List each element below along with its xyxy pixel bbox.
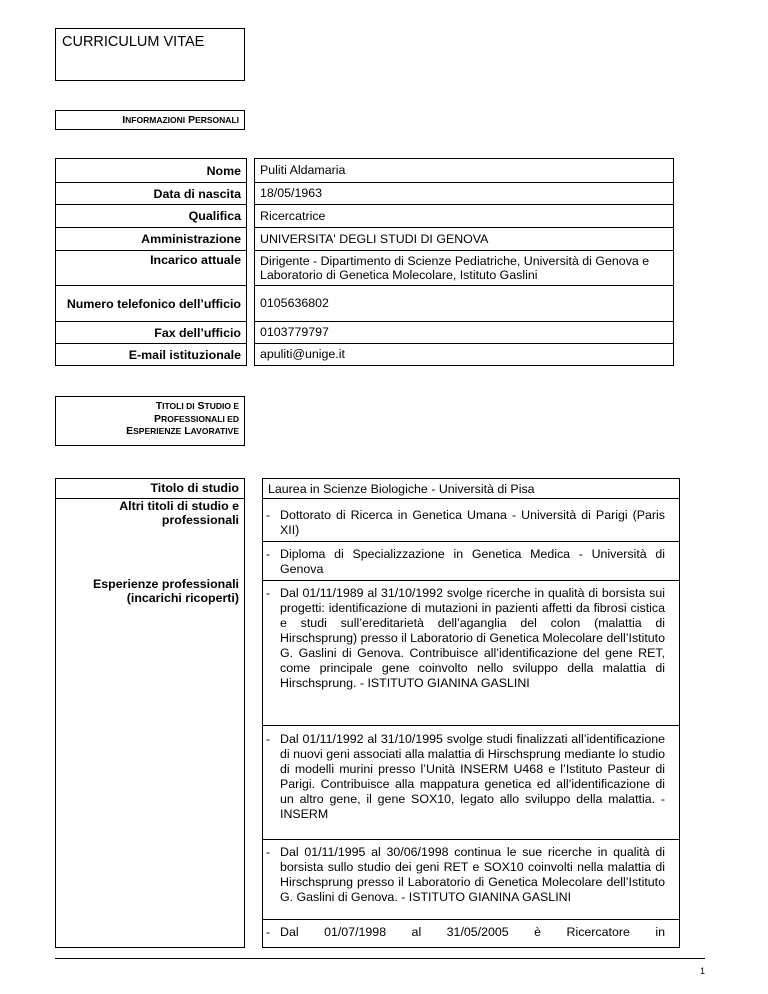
personal-info-table: [55, 158, 674, 366]
esperienze-label: Esperienze professionali (incarichi ricoperti): [93, 577, 239, 605]
field-value: apuliti@unige.it: [255, 344, 674, 366]
section-header-education: TITOLI DI STUDIO E PROFESSIONALI ED ESPERIENZE LAVORATIVE: [55, 396, 245, 446]
table-row: [56, 159, 674, 183]
field-value: 0103779797: [255, 322, 674, 344]
value-column: Laurea in Scienze Biologiche - Università di Pisa - Dottorato di Ricerca in Genetica Umana - Università di Parigi (Paris XII) - Diploma di Specializzazione in Genetica Medica - Università di Genova - Dal 01/11/1989 al 31/10/1992 svolge ricerche in qualità di borsista sui progetti: identificazione di mutazioni in pazienti affetti da fibrosi cistica e studi sull’ereditarietà dell’agangliа del colon (malattia di Hirschsprung) presso il Laboratorio di Genetica Molecolare dell’Istituto G. Gaslini di Genova. Contribuisce all’identificazione del gene RET, come principale gene coinvolto nello sviluppo della malattia di Hirschsprung. - ISTITUTO GIANINA GASLINI - Dal 01/11/1992 al 31/10/1995 svolge studi finalizzati all’identificazione di nuovi geni associati alla malattia di Hirschsprung mediante lo studio di modelli murini presso l’Unità INSERM U468 e l’Istituto Pasteur di Parigi. Contribuisce alla mappatura genetica ed all’identificazione di un altro gene, il gene SOX10, legato allo sviluppo della malattia. - INSERM - Dal 01/11/1995 al 30/06/1998 continua le sue ricerche in qualità di borsista sullo studio dei geni RET e SOX10 coinvolti nella malattia di Hirschsprung presso il Laboratorio di Genetica Molecolare dell’Istituto G. Gaslini di Genova. - ISTITUTO GIANINA GASLINI - Dal 01/07/1998 al 31/05/2005 è Ricercatore in: [262, 478, 680, 948]
section-header-personal: INFORMAZIONI PERSONALI: [55, 110, 245, 130]
table-row: [56, 286, 674, 322]
field-label: Numero telefonico dell’ufficio: [56, 286, 247, 322]
table-row: [56, 183, 674, 205]
field-label: E-mail istituzionale: [56, 344, 247, 366]
altri-titoli-label: Altri titoli di studio e professionali: [119, 499, 239, 527]
field-label: Qualifica: [56, 205, 247, 228]
field-label: Incarico attuale: [56, 251, 247, 286]
titolo-label: Titolo di studio: [150, 481, 239, 495]
label-column: [55, 478, 245, 948]
field-value: 18/05/1963: [255, 183, 674, 205]
cv-title: CURRICULUM VITAE: [55, 28, 245, 81]
field-label: Amministrazione: [56, 228, 247, 251]
table-row: [56, 344, 674, 366]
table-row: [56, 251, 674, 286]
footer-divider: [55, 958, 705, 959]
education-table: [55, 478, 680, 948]
field-label: Data di nascita: [56, 183, 247, 205]
field-value: 0105636802: [255, 286, 674, 322]
table-row: [56, 228, 674, 251]
table-row: [56, 322, 674, 344]
page-number: 1: [700, 966, 706, 976]
field-label: Nome: [56, 159, 247, 183]
field-value: UNIVERSITA' DEGLI STUDI DI GENOVA: [255, 228, 674, 251]
field-label: Fax dell’ufficio: [56, 322, 247, 344]
field-value: Dirigente - Dipartimento di Scienze Pediatriche, Università di Genova e Laboratorio di Genetica Molecolare, Istituto Gaslini: [255, 251, 674, 286]
field-value: Ricercatrice: [255, 205, 674, 228]
field-value: Puliti Aldamaria: [255, 159, 674, 183]
table-row: [56, 205, 674, 228]
